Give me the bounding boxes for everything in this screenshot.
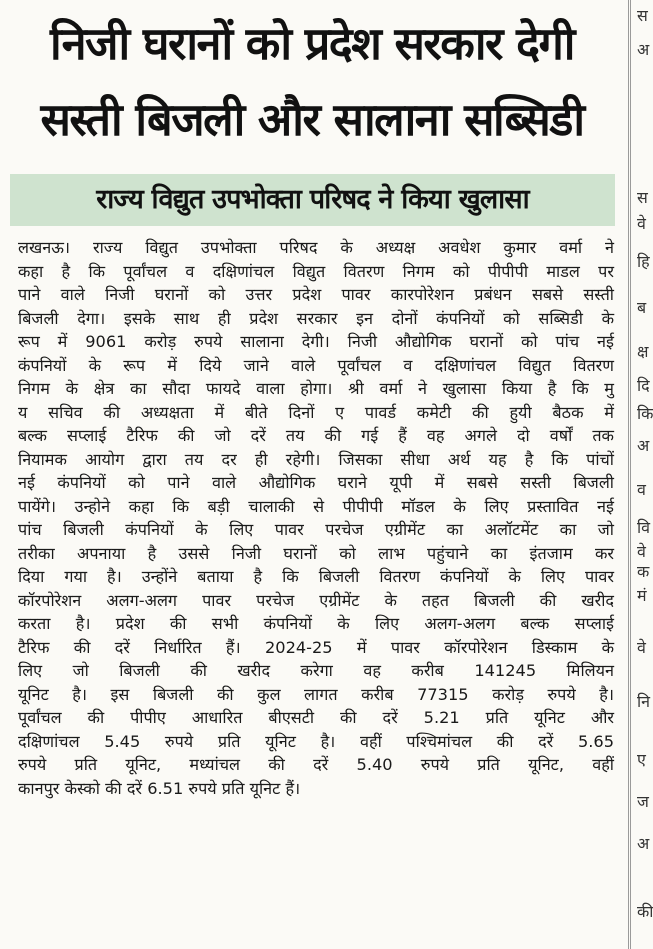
column-fragment-text: मं <box>637 586 647 605</box>
body-line: टैरिफ की दरें निर्धारित हैं। 2024-25 में पावर कॉरपोरेशन डिस्काम के <box>18 637 614 657</box>
body-line: पूर्वांचल की पीपीए आधारित बीएसटी की दरें 5.21 प्रति यूनिट और <box>18 708 614 727</box>
column-fragment-text: दि <box>637 376 650 395</box>
body-line: लखनऊ। राज्य विद्युत उपभोक्ता परिषद के अध्यक्ष अवधेश कुमार वर्मा ने <box>18 238 614 257</box>
body-line: रूप में 9061 करोड़ रुपये सालाना देगी। निजी औद्योगिक घरानों को पांच नई <box>18 332 614 351</box>
news-article <box>10 0 615 949</box>
body-line: कानपुर केस्को की दरें 6.51 रुपये प्रति यूनिट हैं। <box>18 778 301 798</box>
body-line: कहा है कि पूर्वांचल व दक्षिणांचल विद्युत वितरण निगम को पीपीपी माडल पर <box>18 261 614 281</box>
column-fragment-text: अ <box>637 436 650 455</box>
headline-line-2: सस्ती बिजली और सालाना सब्सिडी <box>40 93 584 146</box>
body-line: दक्षिणांचल 5.45 रुपये प्रति यूनिट है। वहीं पश्चिमांचल की दरें 5.65 <box>18 731 614 751</box>
column-fragment-text: ज <box>637 792 649 811</box>
column-fragment-text: कि <box>637 404 653 423</box>
column-fragment-text: ब <box>637 298 647 317</box>
body-line: निगम के क्षेत्र का सौदा फायदे वाला होगा। श्री वर्मा ने खुलासा किया है कि मु <box>18 379 614 398</box>
body-line: बिजली देगा। इसके साथ ही प्रदेश सरकार इन दोनों कंपनियों को सब्सिडी के <box>18 308 614 328</box>
body-line: यूनिट है। इस बिजली की कुल लागत करीब 77315 करोड़ रुपये है। <box>18 684 614 704</box>
body-line: पाने वाले निजी घरानों को उत्तर प्रदेश पावर कारपोरेशन प्रबंधन सबसे सस्ती <box>18 285 614 304</box>
column-fragment-text: अ <box>637 834 650 853</box>
body-line: तरीका अपनाया है उससे निजी घरानों को लाभ पहुंचाने का इंतजाम कर <box>18 543 614 563</box>
column-fragment-text: स <box>637 188 648 207</box>
column-fragment-text: वे <box>637 542 646 561</box>
column-fragment-text: क <box>637 562 650 581</box>
subheadline-band <box>10 174 615 226</box>
body-line: पायेंगे। उन्होने कहा कि बड़ी चालाकी से पीपीपी मॉडल के लिए प्रस्तावित नई <box>18 496 614 516</box>
body-line: करता है। प्रदेश की सभी कंपनियों के लिए अलग-अलग बल्क सप्लाई <box>18 614 614 633</box>
column-fragment-text: अ <box>637 40 650 59</box>
column-fragment-text: वि <box>637 518 651 537</box>
column-fragment-text: क्ष <box>637 342 649 361</box>
column-fragment-text: की <box>637 902 653 921</box>
column-fragment-text: हि <box>637 252 650 271</box>
column-fragment-text: स <box>637 6 648 25</box>
column-fragment-text: ए <box>637 750 646 769</box>
headline-line-1: निजी घरानों को प्रदेश सरकार देगी <box>50 17 574 70</box>
body-line: नई कंपनियों को पाने वाले औद्योगिक घराने यूपी में सबसे सस्ती बिजली <box>18 473 614 492</box>
body-line: बल्क सप्लाई टैरिफ की जो दरें तय की गई हैं वह अगले दो वर्षों तक <box>18 426 614 445</box>
body-line: दिया गया है। उन्होंने बताया है कि बिजली वितरण कंपनियों के लिए पावर <box>18 567 614 586</box>
body-line: य सचिव की अध्यक्षता में बीते दिनों ए पावर्ड कमेटी की हुयी बैठक में <box>18 402 614 422</box>
article-body <box>18 236 614 800</box>
article-subheadline: राज्य विद्युत उपभोक्ता परिषद ने किया खुलासा <box>96 184 529 215</box>
body-line: रुपये प्रति यूनिट, मध्यांचल की दरें 5.40 रुपये प्रति यूनिट, वहीं <box>18 755 614 774</box>
body-line: लिए जो बिजली की खरीद करेगा वह करीब 141245 मिलियन <box>18 661 614 680</box>
column-fragment-text: वे <box>637 214 646 233</box>
adjacent-column-fragment <box>628 0 653 949</box>
body-line: कंपनियों के रूप में दिये जाने वाले पूर्वांचल व दक्षिणांचल विद्युत वितरण <box>18 355 614 375</box>
column-fragment-text: नि <box>637 692 651 711</box>
article-headline <box>12 6 612 158</box>
body-line: पांच बिजली कंपनियों के लिए पावर परचेज एग्रीमेंट का अलॉटमेंट का जो <box>18 520 614 539</box>
body-line: कॉरपोरेशन अलग-अलग पावर परचेज एग्रीमेंट के तहत बिजली की खरीद <box>18 590 614 610</box>
body-line: नियामक आयोग द्वारा तय दर ही रहेगी। जिसका सीधा अर्थ यह है कि पांचों <box>18 449 614 469</box>
column-fragment-text: व <box>637 480 646 499</box>
column-fragment-text: वे <box>637 638 646 657</box>
